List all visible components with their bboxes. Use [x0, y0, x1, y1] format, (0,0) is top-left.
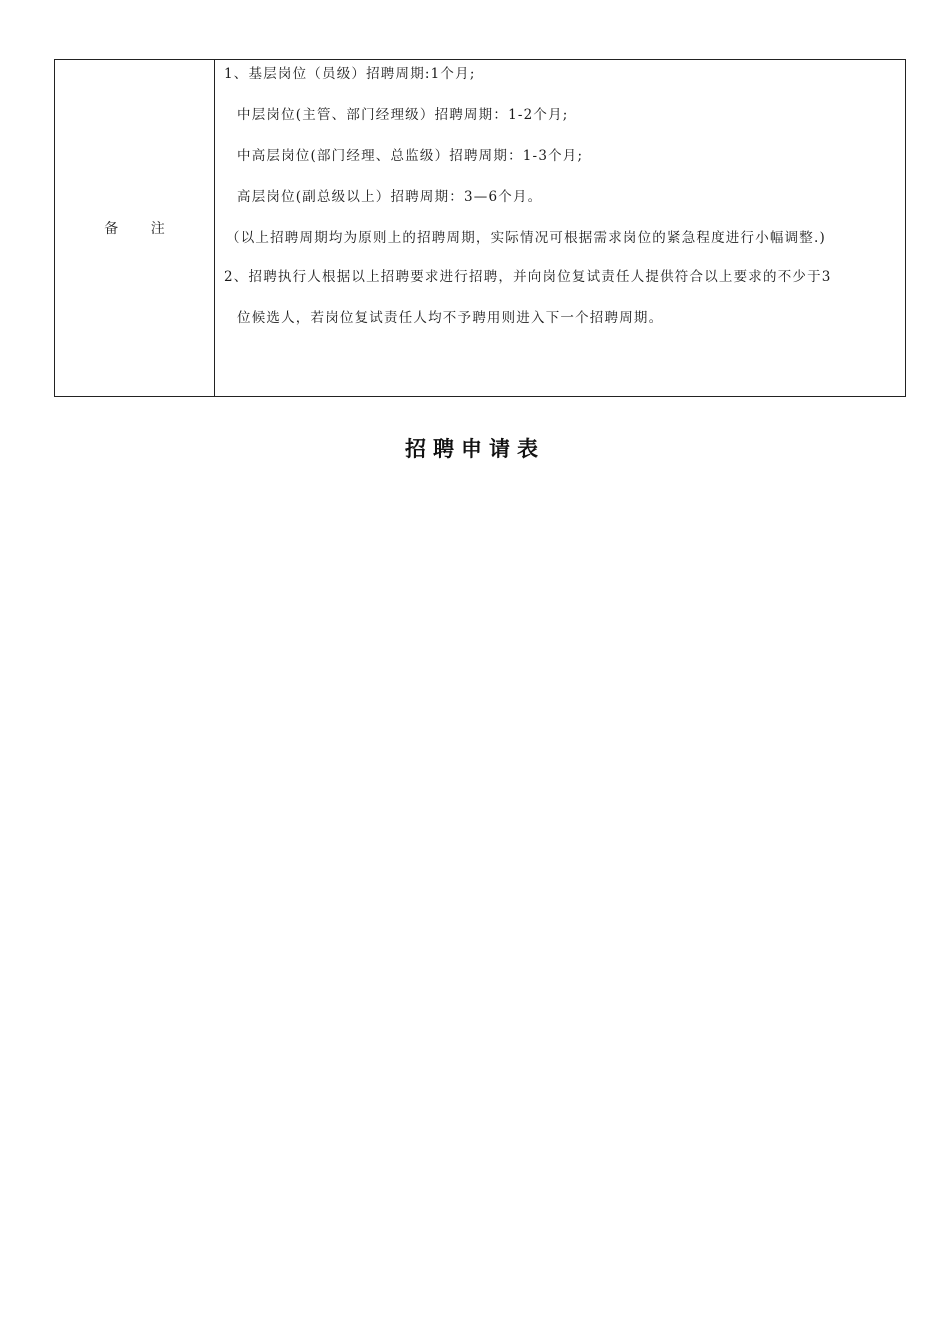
- note-item-1-senior: 高层岗位(副总级以上）招聘周期：3—6个月。: [237, 189, 543, 205]
- notes-label: 备 注: [55, 60, 215, 397]
- form-title: 招聘申请表: [405, 437, 545, 461]
- note-item-1-upper-middle: 中高层岗位(部门经理、总监级）招聘周期：1-3个月;: [237, 148, 584, 164]
- notes-table: [54, 59, 906, 397]
- note-item-1-middle: 中层岗位(主管、部门经理级）招聘周期：1-2个月;: [237, 107, 569, 123]
- notes-content: [215, 60, 906, 397]
- note-remark: （以上招聘周期均为原则上的招聘周期，实际情况可根据需求岗位的紧急程度进行小幅调整.): [226, 230, 826, 246]
- note-item-2: 2、招聘执行人根据以上招聘要求进行招聘，并向岗位复试责任人提供符合以上要求的不少于3: [224, 269, 832, 285]
- notes-row: [55, 60, 906, 397]
- note-item-1-basic: 1、基层岗位（员级）招聘周期:1个月;: [224, 66, 476, 82]
- note-item-2-continued: 位候选人，若岗位复试责任人均不予聘用则进入下一个招聘周期。: [237, 310, 664, 326]
